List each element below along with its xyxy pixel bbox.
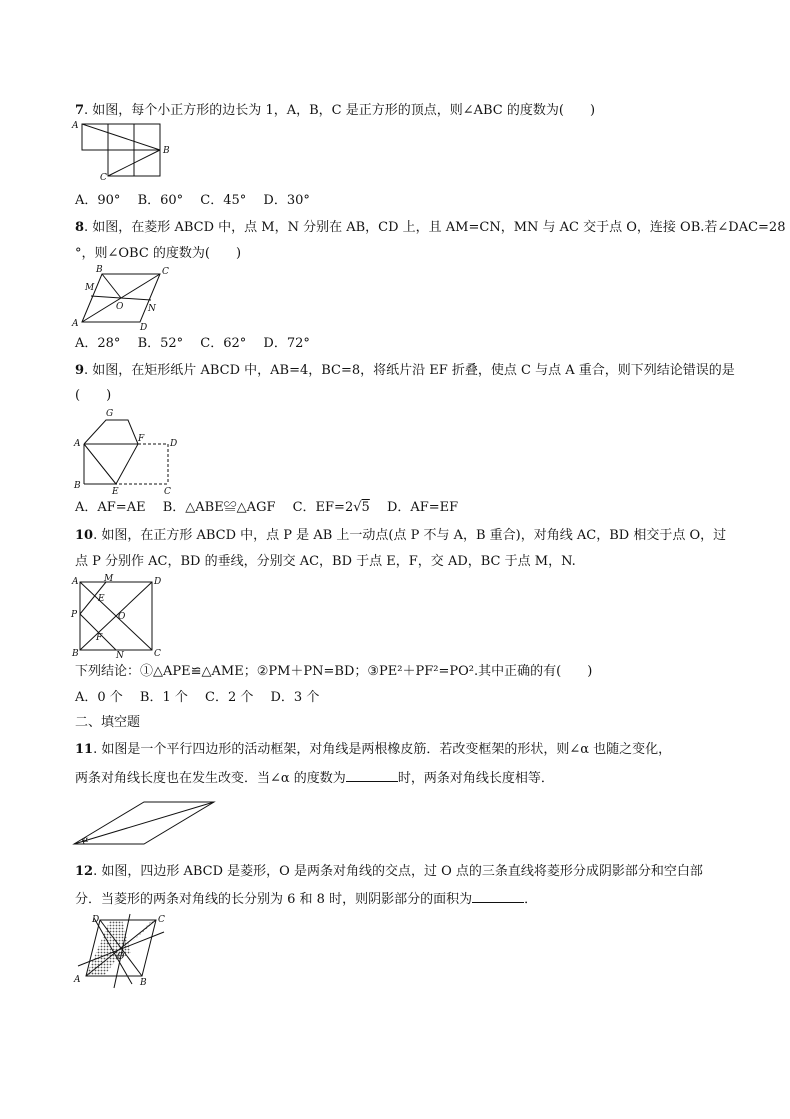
q10-text: . 如图，在正方形 ABCD 中，点 P 是 AB 上一动点(点 P 不与 A，B 重合)，对角线 AC，BD 相交于点 O，过 <box>93 528 727 543</box>
q12-label-d: D <box>92 915 100 925</box>
q10-stem-2: 点 P 分别作 AC，BD 的垂线，分别交 AC，BD 于点 E，F，交 AD，BC 于点 M，N. <box>75 554 576 569</box>
q10-label-m: M <box>104 574 114 584</box>
q7-stem <box>75 103 595 119</box>
q9-label-e: E <box>112 487 119 497</box>
q7-number: 7 <box>75 103 85 118</box>
q12-number: 12 <box>75 864 94 879</box>
q10-label-a: A <box>72 577 79 587</box>
q12-figure <box>70 912 170 990</box>
q8-label-d: D <box>140 323 148 333</box>
section-title: 二、填空题 <box>75 715 141 730</box>
q9-label-c: C <box>164 487 171 497</box>
q12-text: . 如图，四边形 ABCD 是菱形，O 是两条对角线的交点，过 O 点的三条直线将菱形分成阴影部分和空白部 <box>93 864 703 879</box>
q9-label-b: B <box>74 481 81 491</box>
q12-label-a: A <box>74 975 81 985</box>
q11-label-alpha: α <box>83 835 89 844</box>
q10-label-e: E <box>98 594 105 604</box>
q11-figure <box>70 798 220 850</box>
q11-number: 11 <box>75 742 94 757</box>
q10-label-n: N <box>116 651 124 661</box>
q9-number: 9 <box>75 363 85 378</box>
q12-label-o: O <box>117 952 125 962</box>
q9-options-ab: A．AF=AE B．△ABE≌△AGF C．EF=2 <box>75 500 354 515</box>
q8-label-m: M <box>85 283 95 293</box>
q7-label-b: B <box>163 146 170 156</box>
q10-stem <box>75 528 726 544</box>
q10-label-p: P <box>71 610 78 620</box>
q9-stem <box>75 363 735 379</box>
q9-options-d: D．AF=EF <box>369 500 459 515</box>
q8-label-b: B <box>96 265 103 275</box>
q7-options: A．90° B．60° C．45° D．30° <box>75 193 310 208</box>
sqrt-symbol: √ <box>353 500 362 515</box>
q11-text-2b: 时，两条对角线长度相等． <box>397 771 554 786</box>
q8-label-o: O <box>116 302 124 312</box>
q10-label-o: O <box>118 612 126 622</box>
q9-label-f: F <box>138 434 145 444</box>
q9-options-sqrt: 5 <box>361 500 370 515</box>
q10-figure <box>70 574 170 660</box>
q11-stem-2 <box>75 770 554 787</box>
q10-label-c: C <box>154 649 161 659</box>
q8-number: 8 <box>75 220 85 235</box>
q12-stem-2 <box>75 891 537 908</box>
q12-label-b: B <box>140 978 147 988</box>
q10-number: 10 <box>75 528 94 543</box>
q9-label-a: A <box>74 439 81 449</box>
q9-label-g: G <box>106 409 114 419</box>
q10-options: A．0 个 B．1 个 C．2 个 D．3 个 <box>75 690 320 705</box>
q7-figure <box>70 118 190 183</box>
q12-text-2b: ． <box>524 892 538 907</box>
q8-text: . 如图，在菱形 ABCD 中，点 M，N 分别在 AB，CD 上，且 AM=CN，MN 与 AC 交于点 O，连接 OB.若∠DAC=28 <box>84 220 786 235</box>
q8-label-c: C <box>162 267 169 277</box>
q9-figure <box>70 408 190 496</box>
q7-text: . 如图，每个小正方形的边长为 1，A，B，C 是正方形的顶点，则∠ABC 的度数为( ) <box>84 103 596 118</box>
q9-stem-2: ( ) <box>75 388 112 403</box>
q11-answer-blank[interactable] <box>346 770 398 782</box>
q10-label-b: B <box>72 649 79 659</box>
q12-answer-blank[interactable] <box>472 891 524 903</box>
q8-options: A．28° B．52° C．62° D．72° <box>75 336 310 351</box>
q10-label-d: D <box>154 577 162 587</box>
q10-label-f: F <box>96 633 103 643</box>
q7-label-a: A <box>72 121 79 131</box>
q8-label-n: N <box>148 304 156 314</box>
q8-stem <box>75 220 785 236</box>
q12-stem <box>75 864 703 880</box>
q9-text: . 如图，在矩形纸片 ABCD 中，AB=4，BC=8，将纸片沿 EF 折叠，使点 C 与点 A 重合，则下列结论错误的是 <box>84 363 735 378</box>
q11-text-2a: 两条对角线长度也在发生改变．当∠α 的度数为 <box>75 771 346 786</box>
q8-stem-2: °，则∠OBC 的度数为( ) <box>75 246 242 261</box>
q12-label-c: C <box>158 915 165 925</box>
q9-label-d: D <box>170 439 178 449</box>
q11-stem <box>75 742 671 758</box>
q9-options <box>75 500 458 516</box>
q8-figure <box>70 264 180 332</box>
q11-text: . 如图是一个平行四边形的活动框架，对角线是两根橡皮筋．若改变框架的形状，则∠α 也随之变化， <box>93 742 672 757</box>
q10-stem-3: 下列结论：①△APE≌△AME；②PM＋PN=BD；③PE²＋PF²=PO².其中正确的有( ) <box>75 664 593 679</box>
q7-label-c: C <box>100 173 107 183</box>
q8-label-a: A <box>72 319 79 329</box>
q12-text-2a: 分．当菱形的两条对角线的长分别为 6 和 8 时，则阴影部分的面积为 <box>75 892 473 907</box>
